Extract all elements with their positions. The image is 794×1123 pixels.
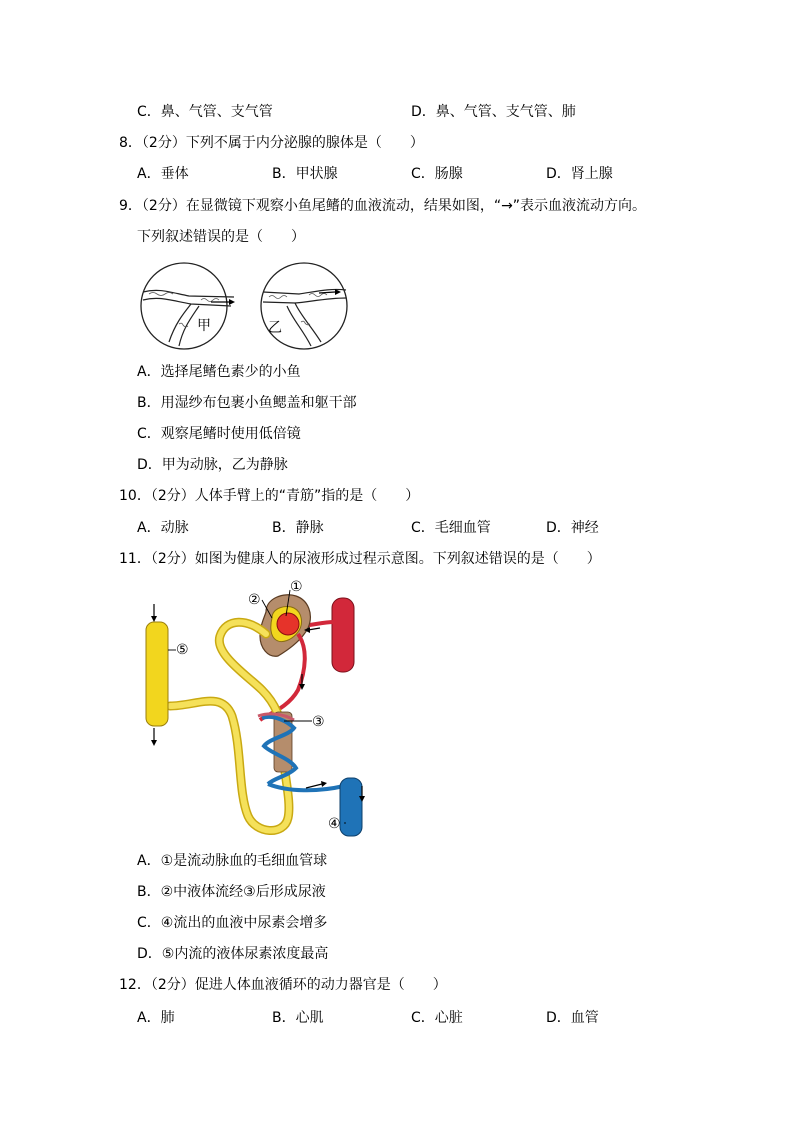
q8-option-d: D．肾上腺 — [546, 166, 613, 182]
q11-figure-nephron — [138, 578, 388, 840]
q10-option-a: A．动脉 — [137, 520, 189, 536]
q9-stem-line2: 下列叙述错误的是（ ） — [137, 229, 305, 245]
q9-figure-fish-fin-microscope — [139, 262, 351, 352]
q11-label-3: ③ — [312, 714, 325, 730]
q12-option-b: B．心肌 — [272, 1010, 324, 1026]
q11-label-2: ② — [248, 592, 261, 608]
q8-option-a: A．垂体 — [137, 166, 189, 182]
q11-option-a: A．①是流动脉血的毛细血管球 — [137, 853, 328, 869]
q10-option-c: C．毛细血管 — [411, 520, 491, 536]
q9-view-yi — [261, 263, 347, 349]
q7-option-c: C．鼻、气管、支气管 — [137, 104, 273, 120]
q8-stem: 8．（2分）下列不属于内分泌腺的腺体是（ ） — [119, 135, 424, 151]
q11-label-5: ⑤ — [176, 642, 189, 658]
q9-option-b: B．用湿纱布包裹小鱼鳃盖和躯干部 — [137, 395, 357, 411]
q11-label-1: ① — [290, 579, 303, 595]
q10-stem: 10．（2分）人体手臂上的“青筋”指的是（ ） — [119, 488, 420, 504]
q12-stem: 12．（2分）促进人体血液循环的动力器官是（ ） — [119, 977, 447, 993]
q10-option-b: B．静脉 — [272, 520, 324, 536]
q11-label-4: ④ — [328, 816, 341, 832]
q9-label-yi: 乙 — [268, 320, 282, 336]
q11-option-d: D．⑤内流的液体尿素浓度最高 — [137, 946, 329, 962]
q9-option-c: C．观察尾鳍时使用低倍镜 — [137, 426, 301, 442]
q12-option-a: A．肺 — [137, 1010, 175, 1026]
q8-option-b: B．甲状腺 — [272, 166, 338, 182]
q9-label-jia: 甲 — [197, 318, 211, 334]
q9-view-jia — [141, 263, 235, 349]
q8-option-c: C．肠腺 — [411, 166, 463, 182]
q9-option-d: D．甲为动脉，乙为静脉 — [137, 457, 288, 473]
q12-option-d: D．血管 — [546, 1010, 599, 1026]
q11-option-b: B．②中液体流经③后形成尿液 — [137, 884, 326, 900]
q11-stem: 11．（2分）如图为健康人的尿液形成过程示意图。下列叙述错误的是（ ） — [119, 551, 601, 567]
q12-option-c: C．心脏 — [411, 1010, 463, 1026]
q7-option-d: D．鼻、气管、支气管、肺 — [411, 104, 576, 120]
q9-stem-line1: 9．（2分）在显微镜下观察小鱼尾鳍的血液流动，结果如图，“→”表示血液流动方向。 — [119, 198, 647, 214]
q10-option-d: D．神经 — [546, 520, 599, 536]
q11-option-c: C．④流出的血液中尿素会增多 — [137, 915, 328, 931]
q9-option-a: A．选择尾鳍色素少的小鱼 — [137, 364, 301, 380]
